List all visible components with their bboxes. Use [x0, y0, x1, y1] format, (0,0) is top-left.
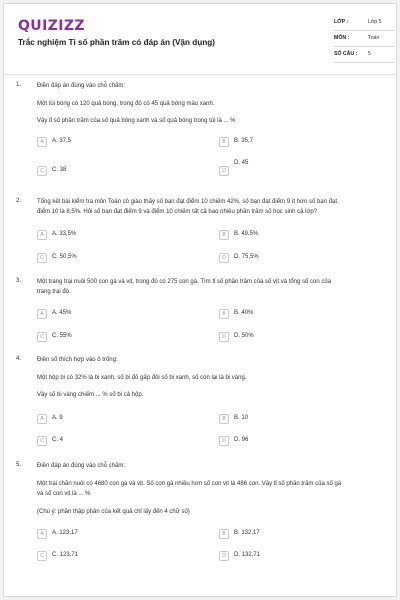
option-letter-box: C — [37, 436, 47, 446]
option-letter-box: B — [219, 529, 229, 539]
option-letter-box: A — [37, 529, 47, 539]
question-text: Điền đáp án đúng vào chỗ chấm: — [37, 463, 126, 469]
option-letter-box: C — [37, 166, 47, 176]
worksheet-page — [3, 3, 397, 597]
option-letter-box: B — [219, 137, 229, 147]
option-text: D. 75,5% — [234, 254, 259, 260]
meta-row-subject — [334, 32, 394, 47]
option-letter-box: D — [219, 332, 229, 342]
option-text: A. 45% — [52, 310, 72, 316]
question-text: Vậy số bi vàng chiếm ... % số bi cả hộp. — [37, 392, 144, 398]
option-text: C. 4 — [52, 437, 64, 443]
meta-label: SỐ CÂU : — [334, 51, 358, 57]
meta-label: LỚP : — [334, 19, 349, 25]
question-text: Vậy tỉ số phần trăm của số quả bóng xanh và số quả bóng trong túi là ... % — [37, 118, 236, 124]
option-letter-box: A — [37, 230, 47, 240]
option-letter-box: D — [219, 166, 229, 176]
option-text: A. 123,17 — [52, 530, 78, 536]
option-letter-box: A — [37, 414, 47, 424]
question-number: 2. — [16, 198, 22, 204]
question-text: và số con vịt là ... % — [37, 491, 91, 497]
quizizz-logo: QUIZIZZ — [18, 18, 85, 34]
option-text: B. 40% — [234, 310, 254, 316]
meta-info — [334, 16, 394, 64]
option-text: D. 45 — [234, 160, 249, 166]
worksheet-title: Trắc nghiệm Tỉ số phần trăm có đáp án (Vận dụng) — [18, 38, 215, 47]
option-text: B. 35,7 — [234, 138, 254, 144]
question-text: trang trại đó. — [37, 289, 71, 295]
question-number: 3. — [16, 278, 22, 284]
option-letter-box: B — [219, 230, 229, 240]
question-text: Tổng kết bài kiểm tra môn Toán cô giáo thấy số bạn đạt điểm 10 chiếm 42%, số bạn đạt điểm 9 ít hơn số bạn đạt — [37, 199, 338, 205]
question-text: Điền đáp án đúng vào chỗ chấm: — [37, 83, 126, 89]
option-letter-box: C — [37, 551, 47, 561]
option-text: B. 49,5% — [234, 231, 259, 237]
question-text: Điền số thích hợp vào ô trống: — [37, 357, 118, 363]
question-number: 5. — [16, 462, 22, 468]
option-text: D. 96 — [234, 437, 249, 443]
option-text: C. 38 — [52, 167, 67, 173]
question-text: Một túi bóng có 120 quả bóng, trong đó có 45 quả bóng màu xanh. — [37, 101, 215, 107]
meta-label: MÔN : — [334, 35, 350, 41]
option-letter-box: B — [219, 414, 229, 424]
option-letter-box: A — [37, 309, 47, 319]
option-text: A. 9 — [52, 415, 63, 421]
option-text: C. 55% — [52, 333, 72, 339]
meta-row-count — [334, 48, 394, 63]
option-letter-box: B — [219, 309, 229, 319]
header-divider — [4, 74, 396, 75]
question-text: Một trang trại nuôi 500 con gà và vịt, trong đó có 275 con gà. Tìm tỉ số phần trăm của số vịt và tổng số con của — [37, 279, 332, 285]
option-letter-box: D — [219, 253, 229, 263]
option-text: D. 50% — [234, 333, 254, 339]
option-text: C. 50,5% — [52, 254, 77, 260]
option-text: D. 132,71 — [234, 552, 261, 558]
option-text: C. 123,71 — [52, 552, 79, 558]
question-number: 1. — [16, 82, 22, 88]
meta-value: Toán — [368, 35, 380, 41]
option-letter-box: D — [219, 551, 229, 561]
option-letter-box: C — [37, 253, 47, 263]
meta-value: 5 — [368, 51, 371, 57]
option-text: A. 33,5% — [52, 231, 77, 237]
question-number: 4. — [16, 356, 22, 362]
option-text: A. 37,5 — [52, 138, 72, 144]
question-text: Một trại chăn nuôi có 4680 con gà và vịt. Số con gà nhiều hơn số con vịt là 486 con. Vậy tỉ số phần trăm của số gà — [37, 481, 342, 487]
option-text: B. 10 — [234, 415, 249, 421]
question-text: (Chú ý: phần thập phân của kết quả chỉ lấy đến 4 chữ số) — [37, 509, 190, 515]
worksheet-header — [4, 4, 396, 68]
meta-row-grade — [334, 16, 394, 31]
question-text: điểm 10 là 8,5%. Hỏi số bạn đạt điểm 9 và điểm 10 chiếm tất cả bao nhiêu phần trăm số học sinh cả lớp? — [37, 209, 318, 215]
meta-value: Lớp 5 — [368, 19, 382, 25]
option-letter-box: C — [37, 332, 47, 342]
option-text: B. 132,17 — [234, 530, 260, 536]
option-letter-box: D — [219, 436, 229, 446]
question-text: Một hộp bi có 32% là bi xanh, số bi đỏ gấp đôi số bi xanh, số còn lại là bi vàng. — [37, 375, 247, 381]
option-letter-box: A — [37, 137, 47, 147]
